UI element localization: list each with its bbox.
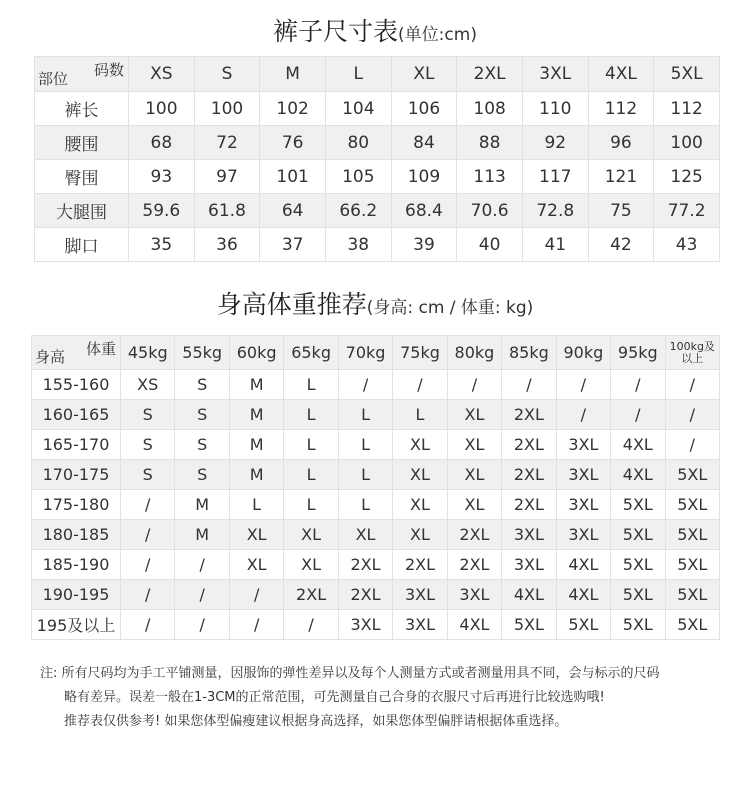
table-cell: XL [447, 400, 501, 430]
table-cell: / [338, 370, 392, 400]
table-cell: / [175, 610, 229, 640]
weight-header: 65kg [284, 336, 338, 370]
table-cell: 5XL [665, 490, 719, 520]
table-cell: 125 [654, 160, 720, 194]
table-cell: / [121, 580, 175, 610]
table-cell: M [229, 370, 283, 400]
table-row [32, 370, 720, 400]
table-row [32, 490, 720, 520]
table-cell: 3XL [556, 520, 610, 550]
table-cell: / [665, 370, 719, 400]
row-label: 大腿围 [35, 194, 129, 228]
table-cell: 5XL [611, 580, 665, 610]
table-cell: 72.8 [522, 194, 588, 228]
table-row [32, 460, 720, 490]
table-cell: 5XL [611, 610, 665, 640]
size-header: 3XL [522, 57, 588, 92]
table-cell: 2XL [338, 580, 392, 610]
table-cell: / [175, 550, 229, 580]
table-cell: 4XL [502, 580, 556, 610]
table-cell: XL [393, 430, 447, 460]
table-cell: M [229, 460, 283, 490]
table-cell: / [665, 400, 719, 430]
table-cell: 5XL [665, 550, 719, 580]
size-header: 4XL [588, 57, 654, 92]
table-cell: 2XL [284, 580, 338, 610]
table-cell: XS [121, 370, 175, 400]
table-cell: / [284, 610, 338, 640]
weight-header: 55kg [175, 336, 229, 370]
row-label: 裤长 [35, 92, 129, 126]
size-header: L [325, 57, 391, 92]
table-cell: 3XL [393, 580, 447, 610]
table-cell: 72 [194, 126, 260, 160]
table-cell: 112 [588, 92, 654, 126]
weight-header: 75kg [393, 336, 447, 370]
table-cell: L [284, 460, 338, 490]
table-cell: 35 [129, 228, 195, 262]
table-cell: 84 [391, 126, 457, 160]
table-cell: 96 [588, 126, 654, 160]
table-cell: 3XL [338, 610, 392, 640]
note-line: 略有差异。误差一般在1-3CM的正常范围，可先测量自己合身的衣服尺寸后再进行比较选购哦! [64, 690, 605, 705]
table-cell: / [121, 550, 175, 580]
weight-header: 60kg [229, 336, 283, 370]
table-cell: 66.2 [325, 194, 391, 228]
table-cell: 70.6 [457, 194, 523, 228]
table-cell: 5XL [611, 520, 665, 550]
table-cell: / [665, 430, 719, 460]
table-cell: 93 [129, 160, 195, 194]
table-cell: S [175, 460, 229, 490]
table-cell: 42 [588, 228, 654, 262]
weight-header: 95kg [611, 336, 665, 370]
table-cell: 106 [391, 92, 457, 126]
weight-header: 85kg [502, 336, 556, 370]
table-row [32, 430, 720, 460]
table-cell: M [175, 520, 229, 550]
row-label: 脚口 [35, 228, 129, 262]
table-cell: 41 [522, 228, 588, 262]
table-cell: XL [338, 520, 392, 550]
table-cell: 5XL [611, 550, 665, 580]
size-header: XL [391, 57, 457, 92]
note-line: 推荐表仅供参考! 如果您体型偏瘦建议根据身高选择，如果您体型偏胖请根据体重选择。 [64, 714, 568, 729]
table-cell: XL [393, 490, 447, 520]
table-cell: 2XL [447, 550, 501, 580]
row-label: 175-180 [32, 490, 121, 520]
header-row [35, 57, 720, 92]
table-cell: 39 [391, 228, 457, 262]
table-cell: 61.8 [194, 194, 260, 228]
size-chart-unit: (单位:cm) [398, 25, 477, 45]
corner-top-label: 码数 [93, 61, 124, 79]
table-cell: 102 [260, 92, 326, 126]
table-cell: L [338, 430, 392, 460]
table-cell: 77.2 [654, 194, 720, 228]
size-table [34, 56, 720, 262]
table-cell: 76 [260, 126, 326, 160]
table-cell: S [175, 370, 229, 400]
table-cell: XL [229, 520, 283, 550]
table-cell: / [121, 490, 175, 520]
size-header: 2XL [457, 57, 523, 92]
table-cell: 110 [522, 92, 588, 126]
row-label: 腰围 [35, 126, 129, 160]
table-cell: 40 [457, 228, 523, 262]
table-cell: 101 [260, 160, 326, 194]
table-cell: S [121, 460, 175, 490]
table-cell: / [611, 400, 665, 430]
row-label: 190-195 [32, 580, 121, 610]
corner-top-label: 体重 [85, 340, 116, 358]
table-cell: / [229, 610, 283, 640]
table-cell: 64 [260, 194, 326, 228]
corner-cell [32, 336, 121, 370]
table-cell: 4XL [556, 550, 610, 580]
table-cell: 43 [654, 228, 720, 262]
table-cell: 80 [325, 126, 391, 160]
weight-header: 90kg [556, 336, 610, 370]
table-row [35, 194, 720, 228]
table-cell: M [229, 430, 283, 460]
table-cell: 2XL [502, 490, 556, 520]
table-cell: L [284, 490, 338, 520]
size-header: S [194, 57, 260, 92]
table-cell: 59.6 [129, 194, 195, 228]
table-cell: XL [447, 430, 501, 460]
table-cell: 5XL [665, 580, 719, 610]
table-cell: / [229, 580, 283, 610]
size-chart-title [0, 12, 750, 48]
table-cell: XL [284, 550, 338, 580]
table-cell: / [393, 370, 447, 400]
size-header: M [260, 57, 326, 92]
row-label: 195及以上 [32, 610, 121, 640]
table-cell: XL [229, 550, 283, 580]
weight-header: 45kg [121, 336, 175, 370]
recommend-chart-title [0, 285, 750, 321]
table-cell: 75 [588, 194, 654, 228]
table-cell: 100 [654, 126, 720, 160]
table-cell: / [447, 370, 501, 400]
table-cell: / [502, 370, 556, 400]
table-cell: 121 [588, 160, 654, 194]
row-label: 155-160 [32, 370, 121, 400]
table-cell: 5XL [665, 460, 719, 490]
table-cell: 4XL [556, 580, 610, 610]
table-cell: / [556, 400, 610, 430]
table-cell: 2XL [502, 400, 556, 430]
row-label: 185-190 [32, 550, 121, 580]
row-label: 170-175 [32, 460, 121, 490]
table-cell: L [229, 490, 283, 520]
table-cell: / [121, 610, 175, 640]
row-label: 165-170 [32, 430, 121, 460]
table-cell: 5XL [665, 520, 719, 550]
table-cell: 3XL [556, 490, 610, 520]
recommend-chart-title-text: 身高体重推荐 [216, 290, 367, 319]
table-row [32, 610, 720, 640]
table-cell: 5XL [665, 610, 719, 640]
table-cell: 3XL [556, 460, 610, 490]
table-cell: L [338, 400, 392, 430]
table-cell: 3XL [502, 550, 556, 580]
table-cell: 105 [325, 160, 391, 194]
table-cell: 2XL [502, 430, 556, 460]
table-row [32, 520, 720, 550]
table-cell: 113 [457, 160, 523, 194]
table-cell: 100 [129, 92, 195, 126]
table-cell: 36 [194, 228, 260, 262]
size-header: XS [129, 57, 195, 92]
table-cell: 112 [654, 92, 720, 126]
table-cell: 2XL [502, 460, 556, 490]
table-cell: L [284, 430, 338, 460]
table-cell: 37 [260, 228, 326, 262]
table-cell: / [556, 370, 610, 400]
table-cell: XL [393, 520, 447, 550]
table-row [35, 228, 720, 262]
corner-cell [35, 57, 129, 92]
table-cell: 68 [129, 126, 195, 160]
table-cell: 3XL [556, 430, 610, 460]
table-cell: M [229, 400, 283, 430]
recommend-table [31, 335, 720, 640]
table-cell: 3XL [502, 520, 556, 550]
table-cell: L [338, 460, 392, 490]
table-cell: 109 [391, 160, 457, 194]
table-cell: L [284, 400, 338, 430]
corner-bottom-label: 身高 [35, 348, 66, 366]
table-cell: 100 [194, 92, 260, 126]
weight-header: 70kg [338, 336, 392, 370]
table-cell: M [175, 490, 229, 520]
table-cell: / [121, 520, 175, 550]
table-cell: S [121, 430, 175, 460]
table-cell: 2XL [338, 550, 392, 580]
row-label: 180-185 [32, 520, 121, 550]
table-cell: 4XL [611, 460, 665, 490]
table-cell: XL [447, 460, 501, 490]
header-row [32, 336, 720, 370]
table-cell: S [121, 400, 175, 430]
table-cell: 4XL [447, 610, 501, 640]
table-cell: 117 [522, 160, 588, 194]
note-line: 注: 所有尺码均为手工平铺测量，因服饰的弹性差异以及每个人测量方式或者测量用具不同，会与标示的尺码 [40, 666, 660, 681]
weight-header: 100kg及以上 [665, 336, 719, 370]
table-row [32, 550, 720, 580]
recommend-chart-unit: (身高: cm / 体重: kg) [366, 298, 534, 318]
table-cell: S [175, 430, 229, 460]
row-label: 160-165 [32, 400, 121, 430]
table-cell: L [338, 490, 392, 520]
table-cell: 2XL [447, 520, 501, 550]
table-cell: 3XL [393, 610, 447, 640]
table-cell: 5XL [556, 610, 610, 640]
table-cell: 4XL [611, 430, 665, 460]
table-cell: L [284, 370, 338, 400]
weight-header: 80kg [447, 336, 501, 370]
table-cell: S [175, 400, 229, 430]
table-cell: 3XL [447, 580, 501, 610]
table-cell: 108 [457, 92, 523, 126]
notes [40, 662, 740, 734]
table-row [32, 400, 720, 430]
size-header: 5XL [654, 57, 720, 92]
table-cell: 5XL [611, 490, 665, 520]
table-cell: 2XL [393, 550, 447, 580]
table-cell: 68.4 [391, 194, 457, 228]
table-cell: / [611, 370, 665, 400]
table-cell: 97 [194, 160, 260, 194]
corner-bottom-label: 部位 [38, 70, 69, 88]
table-cell: 104 [325, 92, 391, 126]
table-cell: XL [284, 520, 338, 550]
table-cell: 5XL [502, 610, 556, 640]
table-row [32, 580, 720, 610]
table-cell: / [175, 580, 229, 610]
row-label: 臀围 [35, 160, 129, 194]
table-cell: XL [447, 490, 501, 520]
table-cell: 88 [457, 126, 523, 160]
table-row [35, 92, 720, 126]
size-chart-title-text: 裤子尺寸表 [273, 17, 399, 46]
table-cell: 92 [522, 126, 588, 160]
table-row [35, 126, 720, 160]
table-cell: XL [393, 460, 447, 490]
table-cell: L [393, 400, 447, 430]
table-row [35, 160, 720, 194]
table-cell: 38 [325, 228, 391, 262]
